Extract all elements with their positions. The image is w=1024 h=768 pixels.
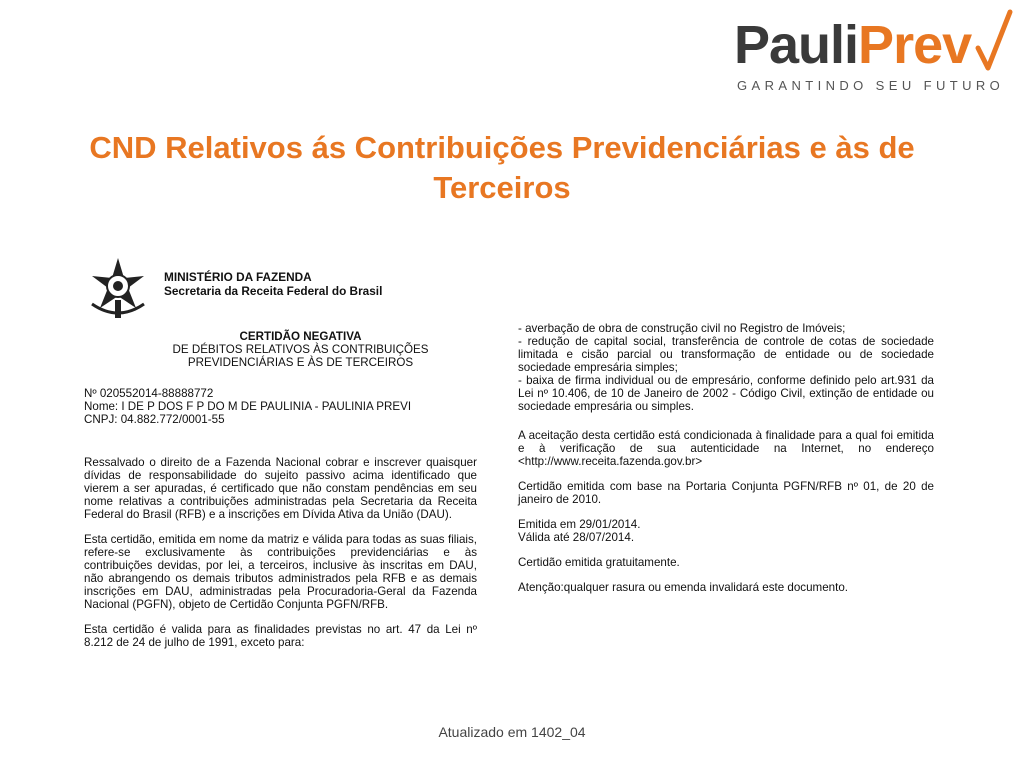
brazil-coat-of-arms-icon <box>84 256 152 324</box>
checkmark-icon <box>974 8 1014 74</box>
paulprev-logo <box>734 8 1014 92</box>
logo-word-prev: Prev <box>858 15 972 75</box>
slide-title: CND Relativos ás Contribuições Previdenciárias e às de Terceiros <box>89 130 915 206</box>
certificate-header <box>84 252 477 328</box>
ministry-heading <box>164 270 382 298</box>
certificate-right-column <box>518 322 934 594</box>
issued-date: Emitida em 29/01/2014. <box>518 518 641 531</box>
exception-item-2: - redução de capital social, transferência de controle de cotas de sociedade limitada e cisão parcial ou transformação de entidade ou de sociedade sociedade empresária simples; <box>518 335 934 374</box>
certificate-paragraph-2: Esta certidão, emitida em nome da matriz e válida para todas as suas filiais, refere-se exclusivamente às contribuições previdenciárias e às contribuições devidas, por lei, a terceiros, inclusive às inscritas em DAU, não abrangendo os demais tributos administrados pela RFB e as demais inscrições em DAU, administradas pela Procuradoria-Geral da Fazenda Nacional (PGFN), objeto de Certidão Conjunta PGFN/RFB. <box>84 533 477 611</box>
certificate-cnpj: CNPJ: 04.882.772/0001-55 <box>84 413 225 426</box>
secretaria-name: Secretaria da Receita Federal do Brasil <box>164 284 383 298</box>
certificate-title <box>124 330 477 369</box>
tampering-warning: Atenção:qualquer rasura ou emenda invalidará este documento. <box>518 581 848 594</box>
ministry-name: MINISTÉRIO DA FAZENDA <box>164 270 312 284</box>
exception-item-1: - averbação de obra de construção civil no Registro de Imóveis; <box>518 322 846 335</box>
logo-word-pauli: Pauli <box>734 15 859 75</box>
free-issue-note: Certidão emitida gratuitamente. <box>518 556 680 569</box>
footer-updated-note: Atualizado em 1402_04 <box>438 724 586 740</box>
exception-item-3: - baixa de firma individual ou de empresário, conforme definido pelo art.931 da Lei nº 10.406, de 10 de Janeiro de 2002 - Código Civil, extinção de entidade ou sociedade empresária ou simples. <box>518 374 934 413</box>
certificate-title-line3: PREVIDENCIÁRIAS E ÀS DE TERCEIROS <box>187 356 414 369</box>
certificate-identification <box>84 387 477 426</box>
certificate-title-main: CERTIDÃO NEGATIVA <box>239 330 362 343</box>
certificate-holder-name: Nome: I DE P DOS F P DO M DE PAULINIA - PAULINIA PREVI <box>84 400 412 413</box>
acceptance-paragraph: A aceitação desta certidão está condicionada à finalidade para a qual foi emitida e à verificação de sua autenticidade na Internet, no endereço <http://www.receita.fazenda.gov.br> <box>518 429 934 468</box>
certificate-left-column <box>84 252 477 649</box>
certificate-title-line2: DE DÉBITOS RELATIVOS ÀS CONTRIBUIÇÕES <box>172 343 429 356</box>
certificate-number: Nº 020552014-88888772 <box>84 387 214 400</box>
certificate-paragraph-3: Esta certidão é valida para as finalidades previstas no art. 47 da Lei nº 8.212 de 24 de julho de 1991, exceto para: <box>84 623 477 649</box>
portaria-paragraph: Certidão emitida com base na Portaria Conjunta PGFN/RFB nº 01, de 20 de janeiro de 2010. <box>518 480 934 506</box>
logo-tagline: GARANTINDO SEU FUTURO <box>737 78 1005 93</box>
certificate-paragraph-1: Ressalvado o direito de a Fazenda Nacional cobrar e inscrever quaisquer dívidas de responsabilidade do sujeito passivo acima identificado que vierem a ser apuradas, é certificado que não constam pendências em seu nome relativas a contribuições administradas pela Secretaria da Receita Federal do Brasil (RFB) e a inscrições em Dívida Ativa da União (DAU). <box>84 456 477 521</box>
valid-until-date: Válida até 28/07/2014. <box>518 531 635 544</box>
